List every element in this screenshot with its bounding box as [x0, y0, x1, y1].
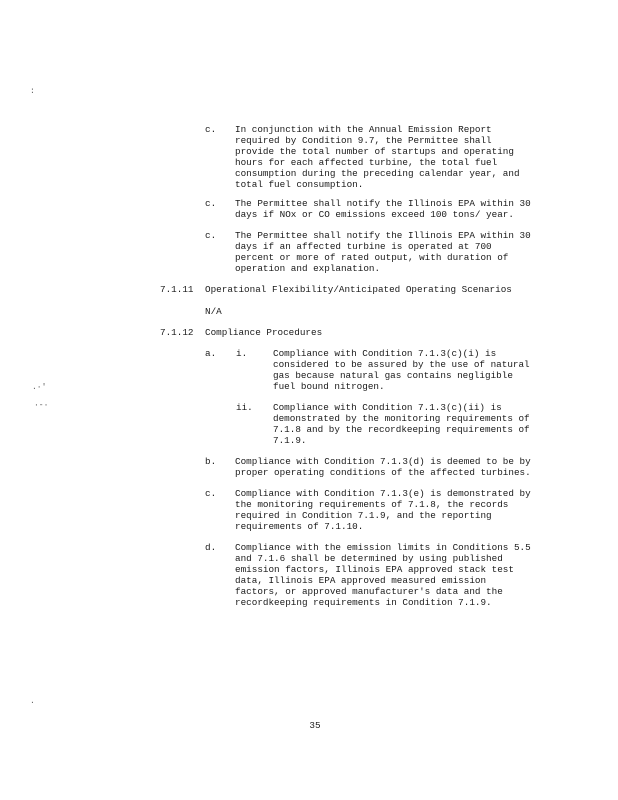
section-body-text: N/A [205, 306, 222, 317]
procedure-label: d. [205, 542, 217, 553]
text-line: and 7.1.6 shall be determined by using published [235, 553, 503, 564]
text-line: days if an affected turbine is operated at 700 [235, 241, 492, 252]
text-line: Compliance with the emission limits in Conditions 5.5 [235, 542, 531, 553]
subitem-text [273, 402, 530, 446]
subitem-label: i. [236, 348, 248, 359]
item-label: c. [205, 124, 217, 135]
section-title-text: Compliance Procedures [205, 327, 323, 338]
text-line: proper operating conditions of the affected turbines. [235, 467, 531, 478]
item-label: c. [205, 198, 217, 209]
text-line: Compliance with Condition 7.1.3(c)(i) is [273, 348, 497, 359]
text-line: required by Condition 9.7, the Permittee shall [235, 135, 492, 146]
text-line: provide the total number of startups and operating [235, 146, 514, 157]
text-line: emission factors, Illinois EPA approved stack test [235, 564, 514, 575]
text-line: consumption during the preceding calendar year, and [235, 168, 520, 179]
text-line: percent or more of rated output, with duration of [235, 252, 509, 263]
subitem-label: ii. [236, 402, 253, 413]
text-line: total fuel consumption. [235, 179, 364, 190]
text-line: the monitoring requirements of 7.1.8, the records [235, 499, 509, 510]
section-title [205, 327, 322, 338]
section-number: 7.1.11 [160, 284, 194, 295]
text-line: requirements of 7.1.10. [235, 521, 364, 532]
text-line: factors, or approved manufacturer's data and the [235, 586, 503, 597]
text-line: The Permittee shall notify the Illinois EPA within 30 [235, 230, 531, 241]
text-line: recordkeeping requirements in Condition 7.1.9. [235, 597, 492, 608]
text-line: demonstrated by the monitoring requirements of [273, 413, 530, 424]
scan-mark: ·-· [34, 401, 49, 410]
page-number: 35 [309, 720, 321, 731]
procedure-label: b. [205, 456, 217, 467]
text-line: Compliance with Condition 7.1.3(c)(ii) is [273, 402, 502, 413]
section-body [205, 306, 222, 317]
scan-mark: . [30, 697, 35, 706]
text-line: fuel bound nitrogen. [273, 381, 385, 392]
text-line: In conjunction with the Annual Emission Report [235, 124, 492, 135]
text-line: operation and explanation. [235, 263, 381, 274]
text-line: data, Illinois EPA approved measured emission [235, 575, 487, 586]
procedure-label: a. [205, 348, 217, 359]
section-title [205, 284, 512, 295]
item-label: c. [205, 230, 217, 241]
text-line: 7.1.9. [273, 435, 307, 446]
procedure-text [235, 542, 531, 608]
section-title-text: Operational Flexibility/Anticipated Operating Scenarios [205, 284, 512, 295]
procedure-text [235, 456, 531, 478]
text-line: hours for each affected turbine, the total fuel [235, 157, 498, 168]
text-line: gas because natural gas contains negligible [273, 370, 513, 381]
text-line: 7.1.8 and by the recordkeeping requirements of [273, 424, 530, 435]
text-line: The Permittee shall notify the Illinois EPA within 30 [235, 198, 531, 209]
text-line: Compliance with Condition 7.1.3(e) is demonstrated by [235, 488, 531, 499]
item-text [235, 198, 531, 220]
section-number: 7.1.12 [160, 327, 194, 338]
text-line: considered to be assured by the use of natural [273, 359, 530, 370]
text-line: Compliance with Condition 7.1.3(d) is deemed to be by [235, 456, 531, 467]
scan-mark: : [30, 87, 35, 96]
scan-mark: .·' [32, 383, 47, 392]
item-text [235, 124, 520, 190]
procedure-label: c. [205, 488, 217, 499]
text-line: days if NOx or CO emissions exceed 100 tons/ year. [235, 209, 514, 220]
procedure-text [235, 488, 531, 532]
text-line: required in Condition 7.1.9, and the reporting [235, 510, 492, 521]
item-text [235, 230, 531, 274]
subitem-text [273, 348, 530, 392]
